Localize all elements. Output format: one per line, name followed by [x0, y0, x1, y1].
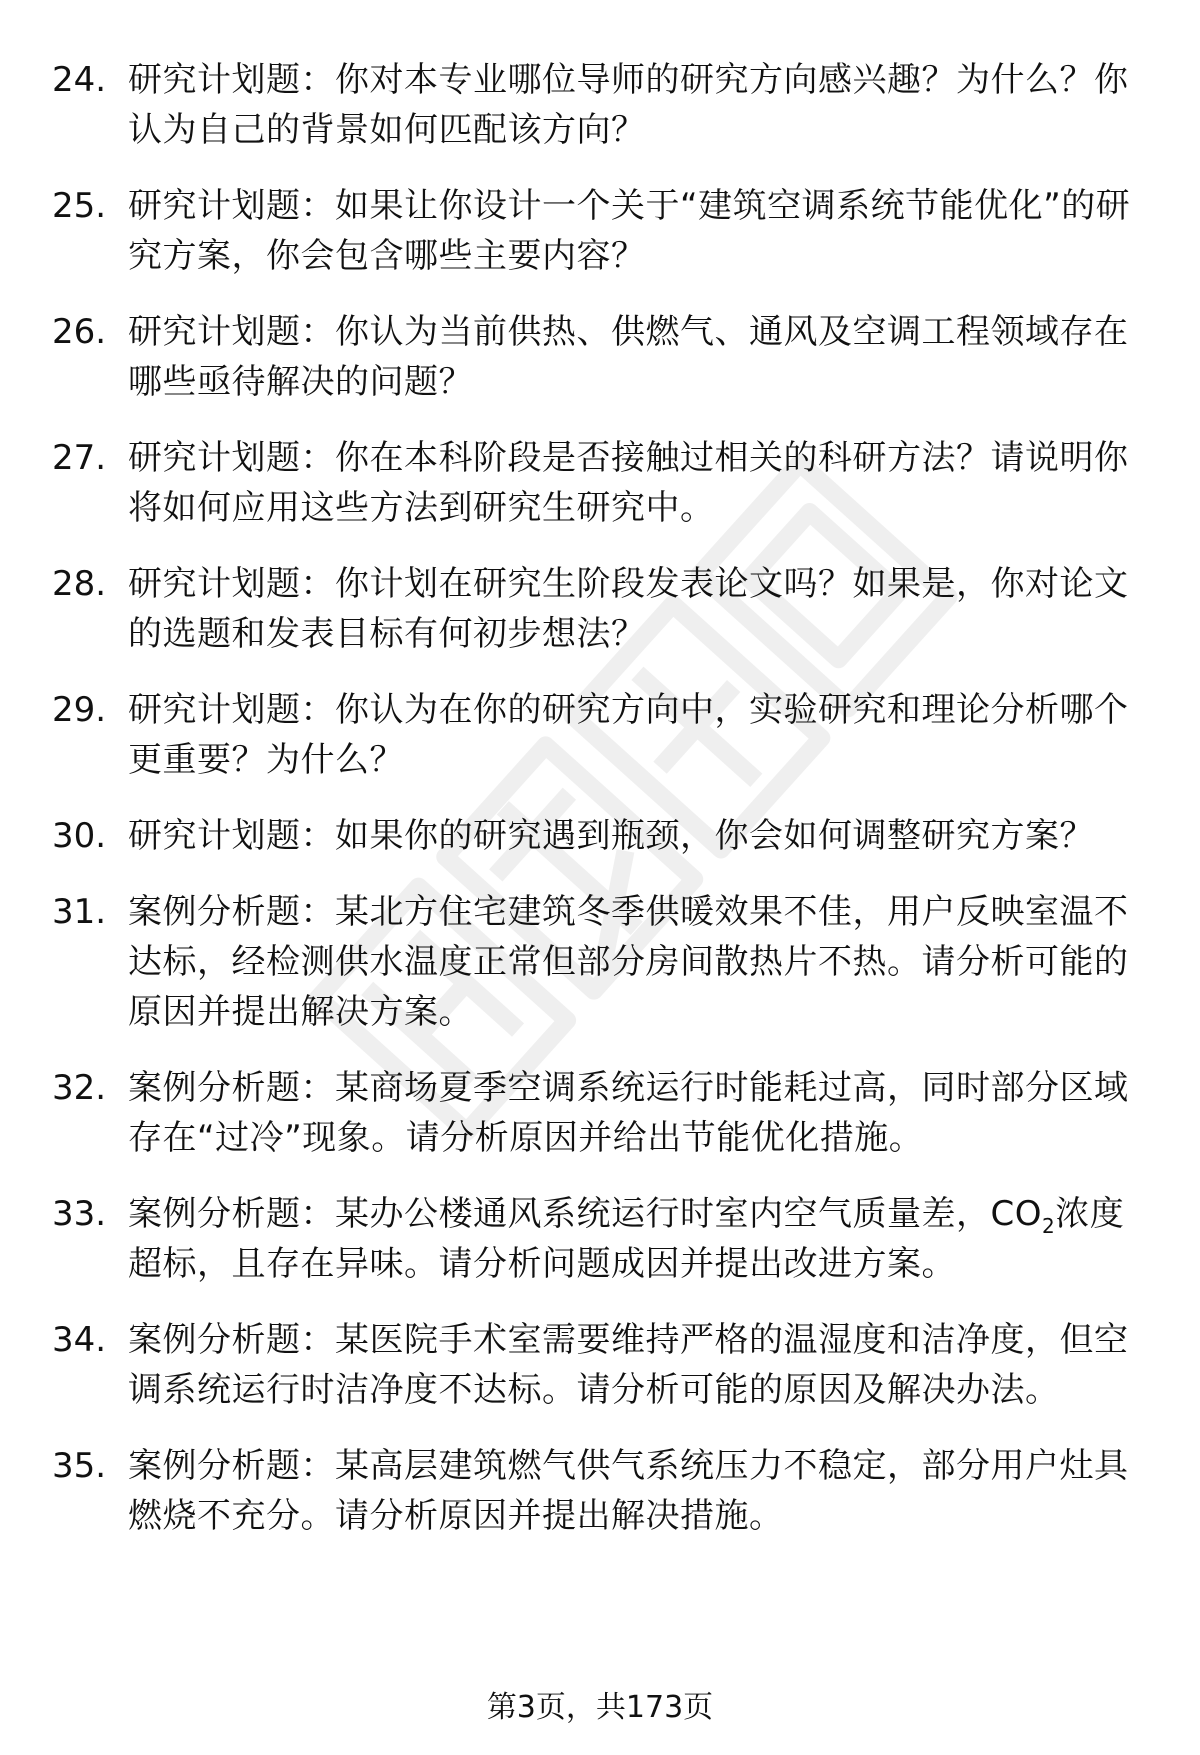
question-number: 24. — [52, 60, 107, 100]
list-item — [52, 433, 1152, 533]
question-number: 35. — [52, 1446, 107, 1486]
list-item — [52, 1063, 1152, 1163]
list-item — [52, 887, 1152, 1037]
page-footer: 第3页，共173页 — [486, 1690, 714, 1725]
list-item — [52, 685, 1152, 785]
question-text — [128, 1189, 1143, 1289]
question-number: 29. — [52, 690, 107, 730]
question-text: 案例分析题：某高层建筑燃气供气系统压力不稳定，部分用户灶具燃烧不充分。请分析原因并提出解决措施。 — [128, 1446, 1129, 1536]
subscript-two: 2 — [1042, 1213, 1056, 1238]
list-item — [52, 181, 1152, 281]
question-number: 26. — [52, 312, 107, 352]
question-text: 案例分析题：某医院手术室需要维持严格的温湿度和洁净度，但空调系统运行时洁净度不达标。请分析可能的原因及解决办法。 — [128, 1320, 1129, 1410]
question-text: 研究计划题：如果让你设计一个关于“建筑空调系统节能优化”的研究方案，你会包含哪些主要内容？ — [128, 186, 1131, 276]
question-number: 34. — [52, 1320, 107, 1360]
question-text: 研究计划题：你在本科阶段是否接触过相关的科研方法？请说明你将如何应用这些方法到研究生研究中。 — [128, 438, 1129, 528]
question-number: 33. — [52, 1194, 107, 1234]
question-text: 研究计划题：你对本专业哪位导师的研究方向感兴趣？为什么？你认为自己的背景如何匹配该方向？ — [128, 60, 1129, 150]
question-number: 27. — [52, 438, 107, 478]
question-number: 28. — [52, 564, 107, 604]
list-item — [52, 307, 1152, 407]
question-text: 研究计划题：你计划在研究生阶段发表论文吗？如果是，你对论文的选题和发表目标有何初步想法？ — [128, 564, 1129, 654]
question-number: 32. — [52, 1068, 107, 1108]
question-list — [52, 55, 1152, 1567]
list-item — [52, 55, 1152, 155]
list-item — [52, 1441, 1152, 1541]
question-number: 31. — [52, 892, 107, 932]
question-number: 25. — [52, 186, 107, 226]
question-text-before: 案例分析题：某办公楼通风系统运行时室内空气质量差，CO — [128, 1194, 1043, 1234]
list-item — [52, 1189, 1152, 1289]
question-text: 研究计划题：如果你的研究遇到瓶颈，你会如何调整研究方案？ — [128, 816, 1094, 856]
question-text: 案例分析题：某商场夏季空调系统运行时能耗过高，同时部分区域存在“过冷”现象。请分析原因并给出节能优化措施。 — [128, 1068, 1129, 1158]
question-number: 30. — [52, 816, 107, 856]
list-item — [52, 559, 1152, 659]
list-item — [52, 1315, 1152, 1415]
question-text: 研究计划题：你认为在你的研究方向中，实验研究和理论分析哪个更重要？为什么？ — [128, 690, 1129, 780]
list-item — [52, 811, 1152, 861]
question-text: 研究计划题：你认为当前供热、供燃气、通风及空调工程领域存在哪些亟待解决的问题？ — [128, 312, 1129, 402]
question-text-after: 浓度超标，且存在异味。请分析问题成因并提出改进方案。 — [128, 1194, 1125, 1284]
question-text: 案例分析题：某北方住宅建筑冬季供暖效果不佳，用户反映室温不达标，经检测供水温度正常但部分房间散热片不热。请分析可能的原因并提出解决方案。 — [128, 892, 1129, 1032]
